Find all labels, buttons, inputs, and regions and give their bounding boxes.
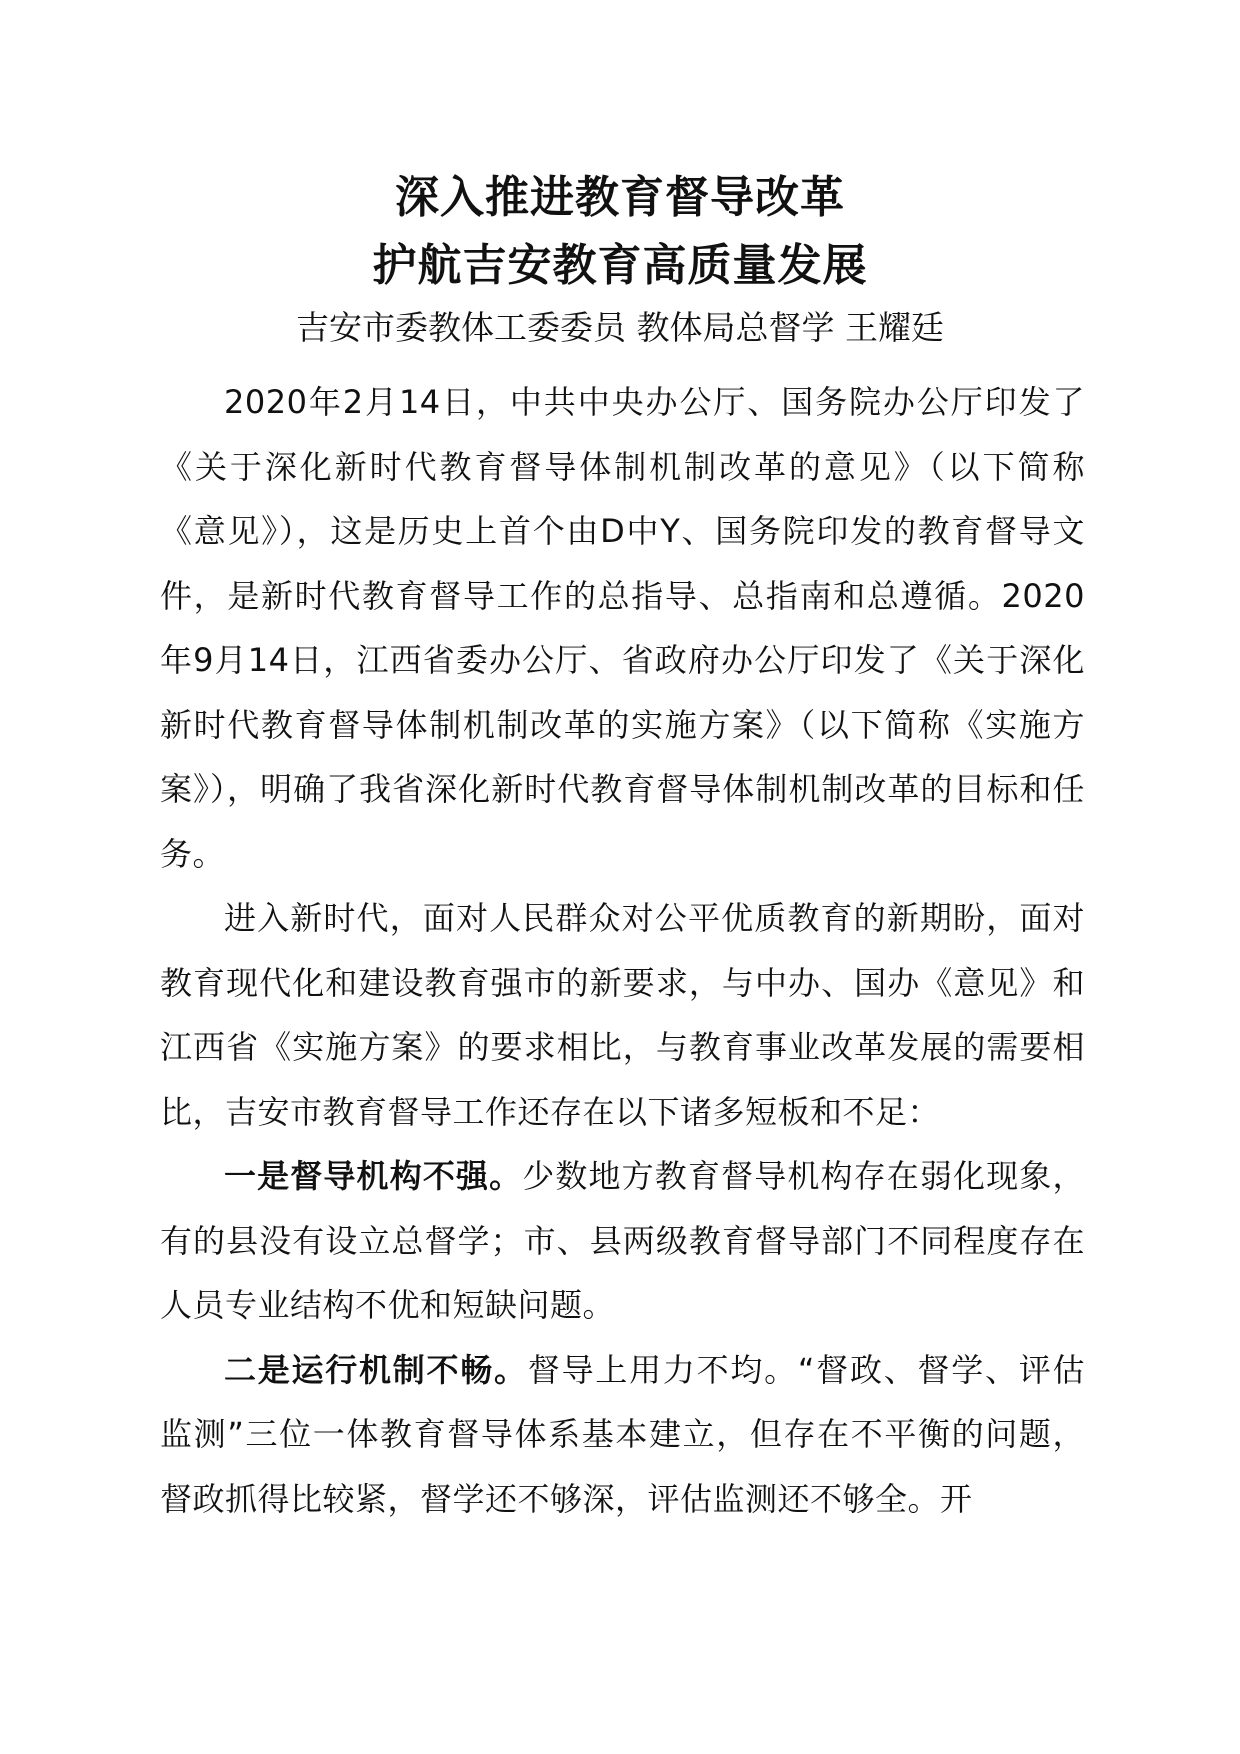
document-title-line-1: 深入推进教育督导改革 (395, 172, 845, 223)
paragraph-text: 督导上用力不均。“督政、督学、评估监测”三位一体教育督导体系基本建立，但存在不平衡的问题，督政抓得比较紧，督学还不够深，评估监测还不够全。开 (160, 1350, 1085, 1518)
paragraph-4 (160, 1338, 1085, 1532)
paragraph-text: 进入新时代，面对人民群众对公平优质教育的新期盼，面对教育现代化和建设教育强市的新要求，与中办、国办《意见》和江西省《实施方案》的要求相比，与教育事业改革发展的需要相比，吉安市教育督导工作还存在以下诸多短板和不足： (160, 899, 1085, 1131)
author-byline: 吉安市委教体工委委员 教体局总督学 王耀廷 (296, 308, 944, 347)
document-body (160, 370, 1085, 1531)
paragraph-2 (160, 886, 1085, 1144)
paragraph-text: 2020年2月14日，中共中央办公厅、国务院办公厅印发了《关于深化新时代教育督导体制机制改革的意见》（以下简称《意见》），这是历史上首个由D中Y、国务院印发的教育督导文件，是新时代教育督导工作的总指导、总指南和总遵循。2020年9月14日，江西省委办公厅、省政府办公厅印发了《关于深化新时代教育督导体制机制改革的实施方案》（以下简称《实施方案》），明确了我省深化新时代教育督导体制机制改革的目标和任务。 (160, 383, 1085, 873)
paragraph-lead: 二是运行机制不畅。 (224, 1350, 528, 1389)
paragraph-text: 少数地方教育督导机构存在弱化现象，有的县没有设立总督学；市、县两级教育督导部门不同程度存在人员专业结构不优和短缺问题。 (160, 1157, 1085, 1324)
paragraph-lead: 一是督导机构不强。 (224, 1157, 523, 1195)
document-title-line-2: 护航吉安教育高质量发展 (372, 240, 868, 291)
paragraph-3 (160, 1144, 1085, 1338)
paragraph-1 (160, 370, 1085, 886)
